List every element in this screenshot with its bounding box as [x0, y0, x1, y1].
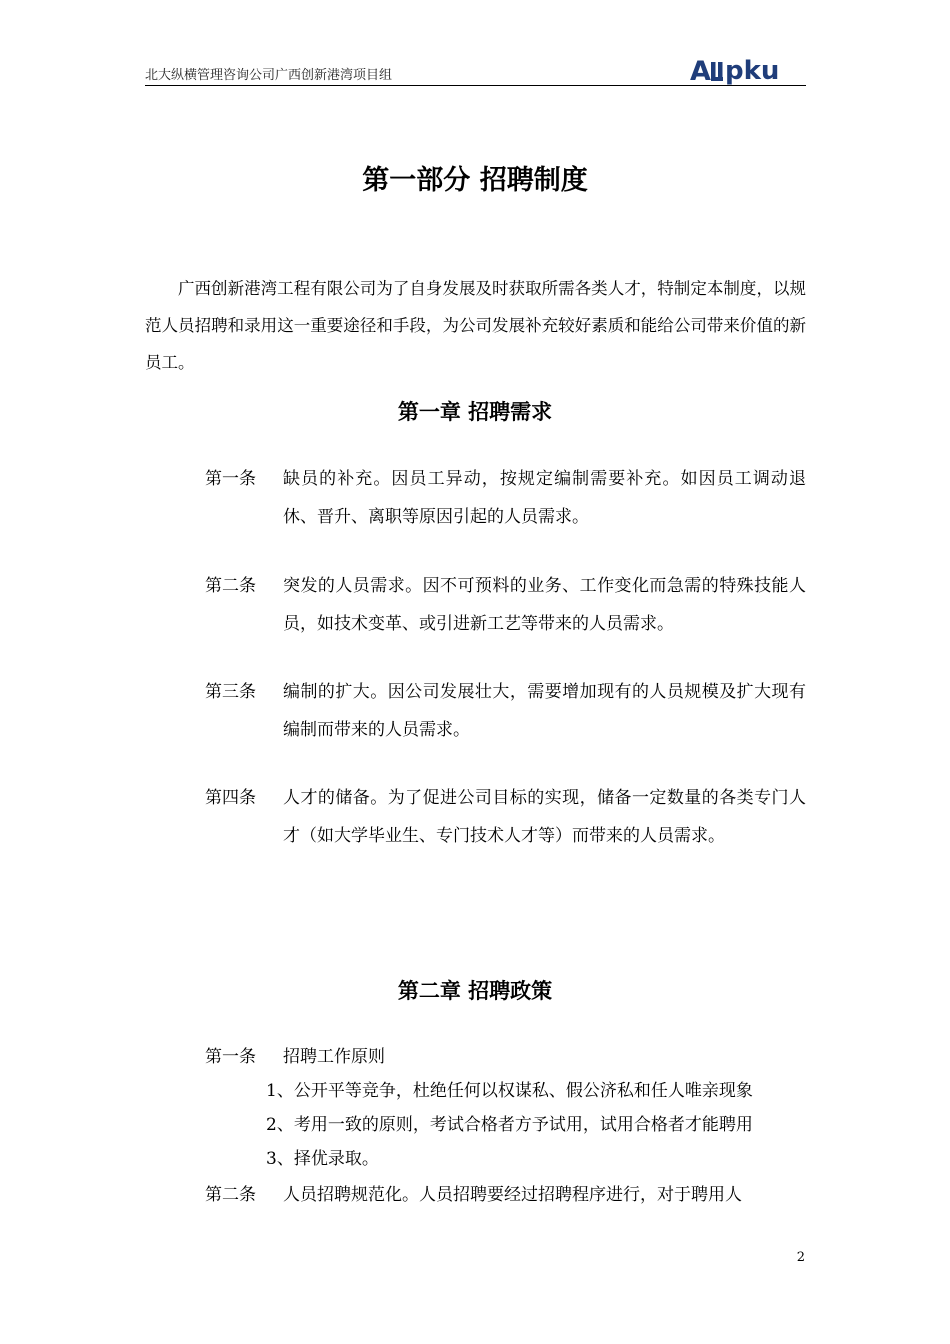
- article-number: 第二条: [205, 1185, 256, 1205]
- intro-text: 广西创新港湾工程有限公司为了自身发展及时获取所需各类人才，特制定本制度，以规范人员招聘和录用这一重要途径和手段，为公司发展补充较好素质和能给公司带来价值的新员工。: [145, 279, 806, 372]
- article-text: 编制的扩大。因公司发展壮大，需要增加现有的人员规模及扩大现有编制而带来的人员需求。: [283, 682, 806, 740]
- svg-text:A: A: [690, 56, 711, 85]
- chapter1-article-3: [205, 673, 806, 749]
- chapter1-article-4: [205, 779, 806, 855]
- chapter2-title: 第二章 招聘政策: [397, 979, 553, 1003]
- part-title: 第一部分 招聘制度: [362, 165, 588, 196]
- company-logo: [690, 53, 806, 85]
- chapter1-article-2: [205, 567, 806, 643]
- chapter2-article-2: [205, 1176, 806, 1214]
- chapter2-article-1: [205, 1038, 806, 1076]
- article-text: 人才的储备。为了促进公司目标的实现，储备一定数量的各类专门人才（如大学毕业生、专门技术人才等）而带来的人员需求。: [283, 788, 806, 846]
- article-number: 第二条: [205, 576, 256, 596]
- header-divider: [145, 85, 806, 86]
- article-number: 第三条: [205, 682, 256, 702]
- article-text: 突发的人员需求。因不可预料的业务、工作变化而急需的特殊技能人员，如技术变革、或引进新工艺等带来的人员需求。: [283, 576, 806, 634]
- article-text: 缺员的补充。因员工异动，按规定编制需要补充。如因员工调动退休、晋升、离职等原因引起的人员需求。: [283, 469, 806, 527]
- principles-list: [266, 1074, 806, 1176]
- article-number: 第四条: [205, 788, 256, 808]
- list-item: 1、公开平等竞争，杜绝任何以权谋私、假公济私和任人唯亲现象: [266, 1081, 753, 1101]
- chapter1-title: 第一章 招聘需求: [397, 400, 553, 424]
- chapter1-article-1: [205, 460, 806, 536]
- page-number: 2: [796, 1250, 805, 1265]
- list-item: 2、考用一致的原则，考试合格者方予试用，试用合格者才能聘用: [266, 1115, 753, 1135]
- header-text: 北大纵横管理咨询公司广西创新港湾项目组: [145, 68, 393, 83]
- article-text: 招聘工作原则: [283, 1047, 385, 1067]
- article-number: 第一条: [205, 469, 256, 489]
- article-text: 人员招聘规范化。人员招聘要经过招聘程序进行，对于聘用人: [283, 1185, 742, 1205]
- intro-paragraph: [145, 270, 806, 381]
- list-item: 3、择优录取。: [266, 1149, 379, 1169]
- article-number: 第一条: [205, 1047, 256, 1067]
- svg-text:pku: pku: [725, 56, 780, 85]
